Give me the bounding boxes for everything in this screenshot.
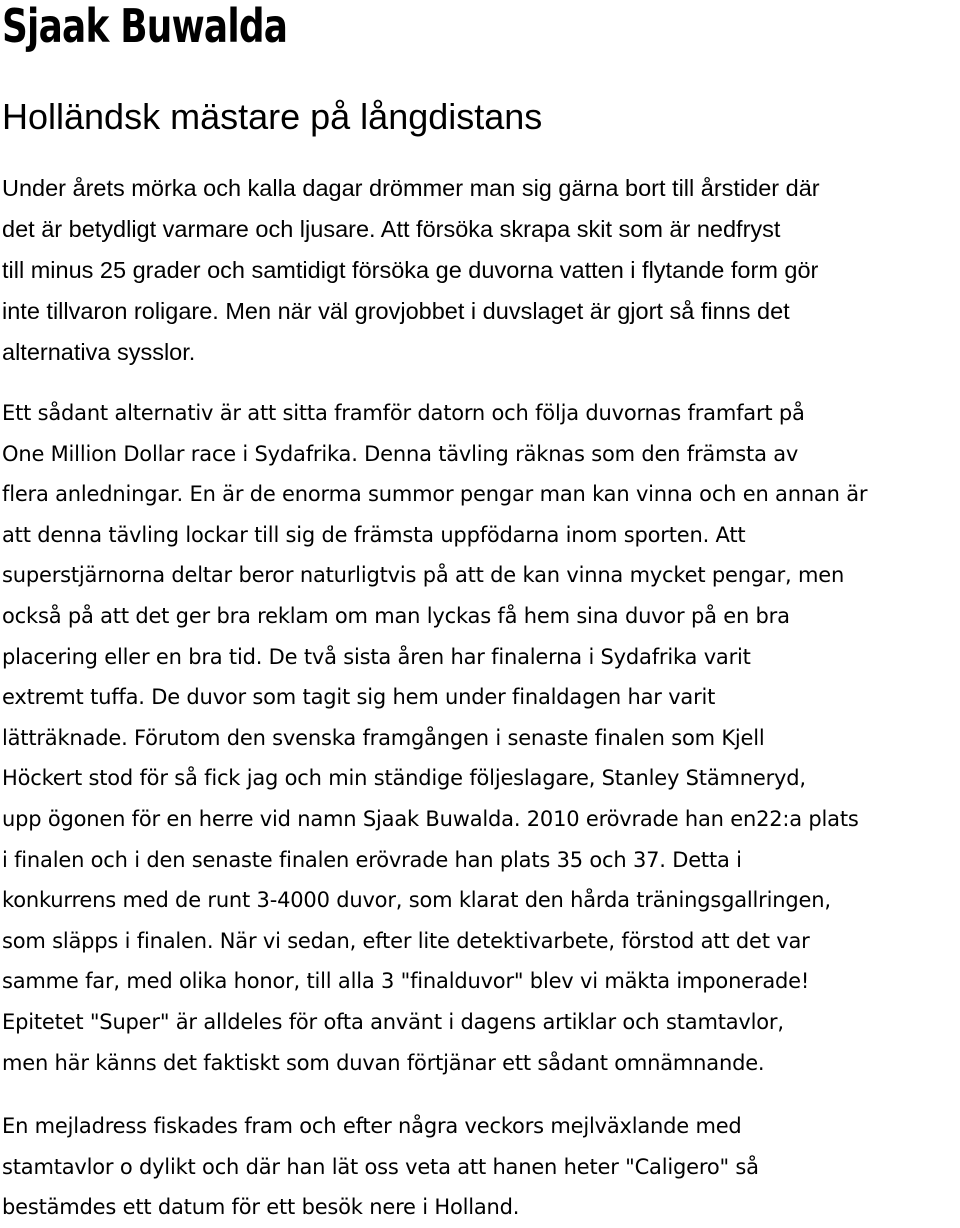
text-line: placering eller en bra tid. De två sista åren har finalerna i Sydafrika varit bbox=[2, 644, 751, 669]
paragraph-main bbox=[2, 393, 960, 1083]
text-line: som släpps i finalen. När vi sedan, efter lite detektivarbete, förstod att det var bbox=[2, 928, 810, 953]
paragraph-closing bbox=[2, 1106, 960, 1228]
text-line: Epitetet "Super" är alldeles för ofta använt i dagens artiklar och stamtavlor, bbox=[2, 1009, 784, 1034]
text-line: bestämdes ett datum för ett besök nere i Holland. bbox=[2, 1195, 520, 1220]
text-line: stamtavlor o dylikt och där han lät oss veta att hanen heter "Caligero" så bbox=[2, 1154, 759, 1179]
text-line: alternativa sysslor. bbox=[2, 339, 196, 365]
text-line: superstjärnorna deltar beror naturligtvis på att de kan vinna mycket pengar, men bbox=[2, 563, 845, 588]
article-subtitle: Holländsk mästare på långdistans bbox=[2, 96, 543, 137]
text-line: det är betydligt varmare och ljusare. Att försöka skrapa skit som är nedfryst bbox=[2, 216, 781, 242]
text-line: Höckert stod för så fick jag och min ständige följeslagare, Stanley Stämneryd, bbox=[2, 766, 806, 791]
text-line: Under årets mörka och kalla dagar drömmer man sig gärna bort till årstider där bbox=[2, 175, 820, 201]
text-line: lätträknade. Förutom den svenska framgången i senaste finalen som Kjell bbox=[2, 725, 765, 750]
paragraph-intro bbox=[2, 168, 960, 373]
text-line: Ett sådant alternativ är att sitta framför datorn och följa duvornas framfart på bbox=[2, 401, 805, 425]
text-line: till minus 25 grader och samtidigt försöka ge duvorna vatten i flytande form gör bbox=[2, 257, 819, 283]
text-line: flera anledningar. En är de enorma summor pengar man kan vinna och en annan är bbox=[2, 482, 868, 507]
text-line: extremt tuffa. De duvor som tagit sig hem under finaldagen har varit bbox=[2, 685, 716, 710]
text-line: upp ögonen för en herre vid namn Sjaak Buwalda. 2010 erövrade han en22:a plats bbox=[2, 806, 859, 831]
text-line: samme far, med olika honor, till alla 3 "finalduvor" blev vi mäkta imponerade! bbox=[2, 969, 810, 994]
text-line: också på att det ger bra reklam om man lyckas få hem sina duvor på en bra bbox=[2, 603, 790, 628]
text-line: konkurrens med de runt 3-4000 duvor, som klarat den hårda träningsgallringen, bbox=[2, 888, 831, 913]
text-line: En mejladress fiskades fram och efter några veckors mejlväxlande med bbox=[2, 1114, 742, 1138]
text-line: One Million Dollar race i Sydafrika. Denna tävling räknas som den främsta av bbox=[2, 441, 799, 466]
text-line: inte tillvaron roligare. Men när väl grovjobbet i duvslaget är gjort så finns det bbox=[2, 298, 790, 324]
text-line: men här känns det faktiskt som duvan förtjänar ett sådant omnämnande. bbox=[2, 1050, 765, 1075]
article-title: Sjaak Buwalda bbox=[2, 0, 288, 53]
text-line: i finalen och i den senaste finalen erövrade han plats 35 och 37. Detta i bbox=[2, 847, 742, 872]
text-line: att denna tävling lockar till sig de främsta uppfödarna inom sporten. Att bbox=[2, 522, 746, 547]
